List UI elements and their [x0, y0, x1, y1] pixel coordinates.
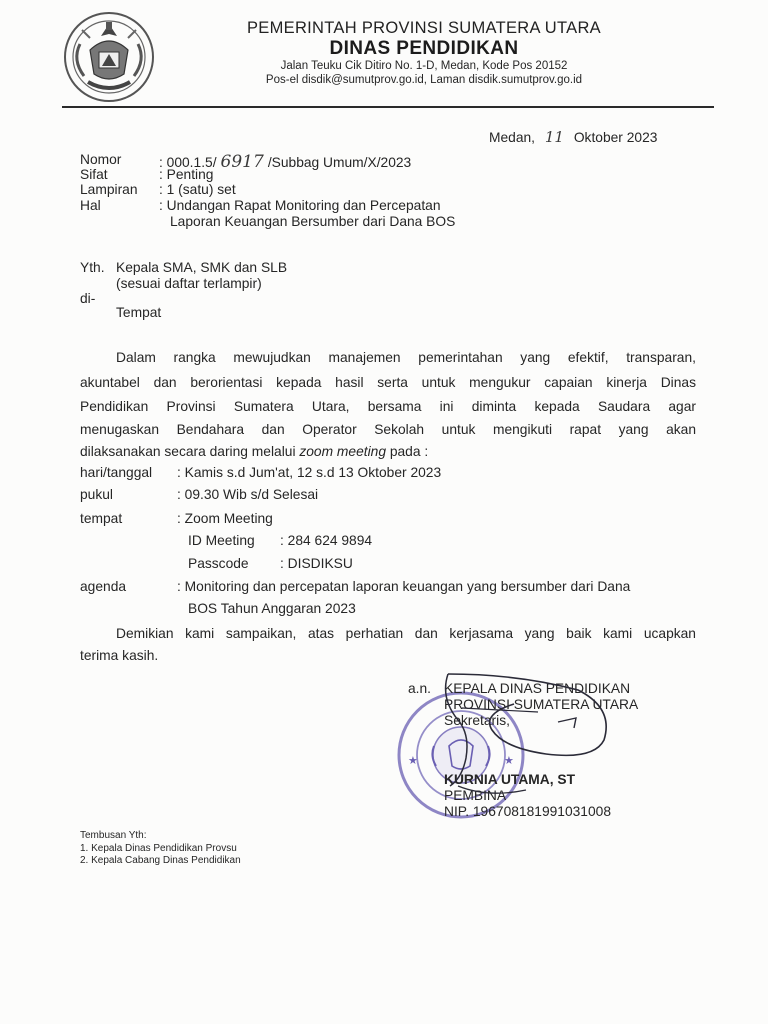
agenda-value-line1: : Monitoring dan percepatan laporan keuangan yang bersumber dari Dana	[177, 579, 631, 594]
office-contact: Pos-el disdik@sumutprov.go.id, Laman disdik.sumutprov.go.id	[265, 74, 583, 86]
svg-text:★: ★	[504, 754, 514, 767]
body-line-5	[80, 444, 428, 459]
meeting-id-value: : 284 624 9894	[280, 533, 373, 548]
signatory-title-1: KEPALA DINAS PENDIDIKAN	[444, 681, 631, 696]
body-line-3: Pendidikan Provinsi Sumatera Utara, bersama ini diminta kepada Saudara agar	[80, 399, 696, 414]
recipient-line2: (sesuai daftar terlampir)	[116, 276, 262, 291]
tempat-value: : Zoom Meeting	[177, 511, 273, 526]
zoom-meeting-term: zoom meeting	[299, 444, 386, 459]
nomor-handwritten: 6917	[220, 152, 264, 172]
cc-item-1: 1. Kepala Dinas Pendidikan Provsu	[80, 843, 237, 854]
closing-line-2: terima kasih.	[80, 648, 159, 663]
agenda-value-line2: BOS Tahun Anggaran 2023	[188, 601, 356, 616]
nomor-label: Nomor	[80, 152, 122, 167]
tempat-label: tempat	[80, 511, 123, 526]
signatory-title-3: Sekretaris,	[444, 713, 510, 728]
cc-item-2: 2. Kepala Cabang Dinas Pendidikan	[80, 855, 241, 866]
body-line-1: Dalam rangka mewujudkan manajemen pemerintahan yang efektif, transparan,	[116, 350, 696, 365]
office-name: DINAS PENDIDIKAN	[329, 38, 519, 59]
pukul-value: : 09.30 Wib s/d Selesai	[177, 487, 319, 502]
signatory-rank: PEMBINA	[444, 788, 507, 803]
nomor-suffix: /Subbag Umum/X/2023	[267, 155, 412, 170]
signatory-name: KURNIA UTAMA, ST	[444, 772, 576, 787]
signatory-nip: NIP. 196708181991031008	[444, 804, 612, 819]
sifat-value: : Penting	[159, 167, 214, 182]
passcode-label: Passcode	[188, 556, 249, 571]
svg-text:★: ★	[408, 754, 418, 767]
sifat-label: Sifat	[80, 167, 108, 182]
body-line-5-end: pada :	[386, 444, 429, 459]
recipient-line1: Kepala SMA, SMK dan SLB	[116, 260, 288, 275]
hal-value-line2: Laporan Keuangan Bersumber dari Dana BOS	[170, 214, 456, 229]
handwritten-signature	[418, 668, 618, 818]
yth-label: Yth.	[80, 260, 105, 275]
hari-label: hari/tanggal	[80, 465, 153, 480]
body-line-5-start: dilaksanakan secara daring melalui	[80, 444, 300, 459]
letter-date	[489, 128, 657, 146]
hal-label: Hal	[80, 198, 101, 213]
meeting-id-label: ID Meeting	[188, 533, 255, 548]
office-address: Jalan Teuku Cik Ditiro No. 1-D, Medan, Kode Pos 20152	[280, 60, 568, 72]
lampiran-label: Lampiran	[80, 182, 138, 197]
recipient-place: Tempat	[116, 305, 162, 320]
agenda-label: agenda	[80, 579, 127, 594]
signatory-title-2: PROVINSI SUMATERA UTARA	[444, 697, 639, 712]
date-place: Medan,	[489, 130, 536, 145]
lampiran-value: : 1 (satu) set	[159, 182, 236, 197]
hari-value: : Kamis s.d Jum'at, 12 s.d 13 Oktober 2023	[177, 465, 442, 480]
date-month-year: Oktober 2023	[573, 130, 658, 145]
cc-heading: Tembusan Yth:	[80, 830, 147, 841]
nomor-prefix: : 000.1.5/	[159, 155, 217, 170]
body-line-4: menugaskan Bendahara dan Operator Sekolah untuk mengikuti rapat yang akan	[80, 422, 696, 437]
passcode-value: : DISDIKSU	[280, 556, 353, 571]
province-name: PEMERINTAH PROVINSI SUMATERA UTARA	[247, 19, 601, 37]
an-label: a.n.	[408, 681, 432, 696]
di-label: di-	[80, 291, 96, 306]
header-divider	[62, 106, 714, 108]
hal-value-line1: : Undangan Rapat Monitoring dan Percepatan	[159, 198, 441, 213]
body-line-2: akuntabel dan berorientasi kepada hasil serta untuk mengukur capaian kinerja Dinas	[80, 375, 696, 390]
closing-line-1: Demikian kami sampaikan, atas perhatian dan kerjasama yang baik kami ucapkan	[116, 626, 696, 641]
pukul-label: pukul	[80, 487, 113, 502]
date-day-handwritten: 11	[544, 128, 564, 146]
